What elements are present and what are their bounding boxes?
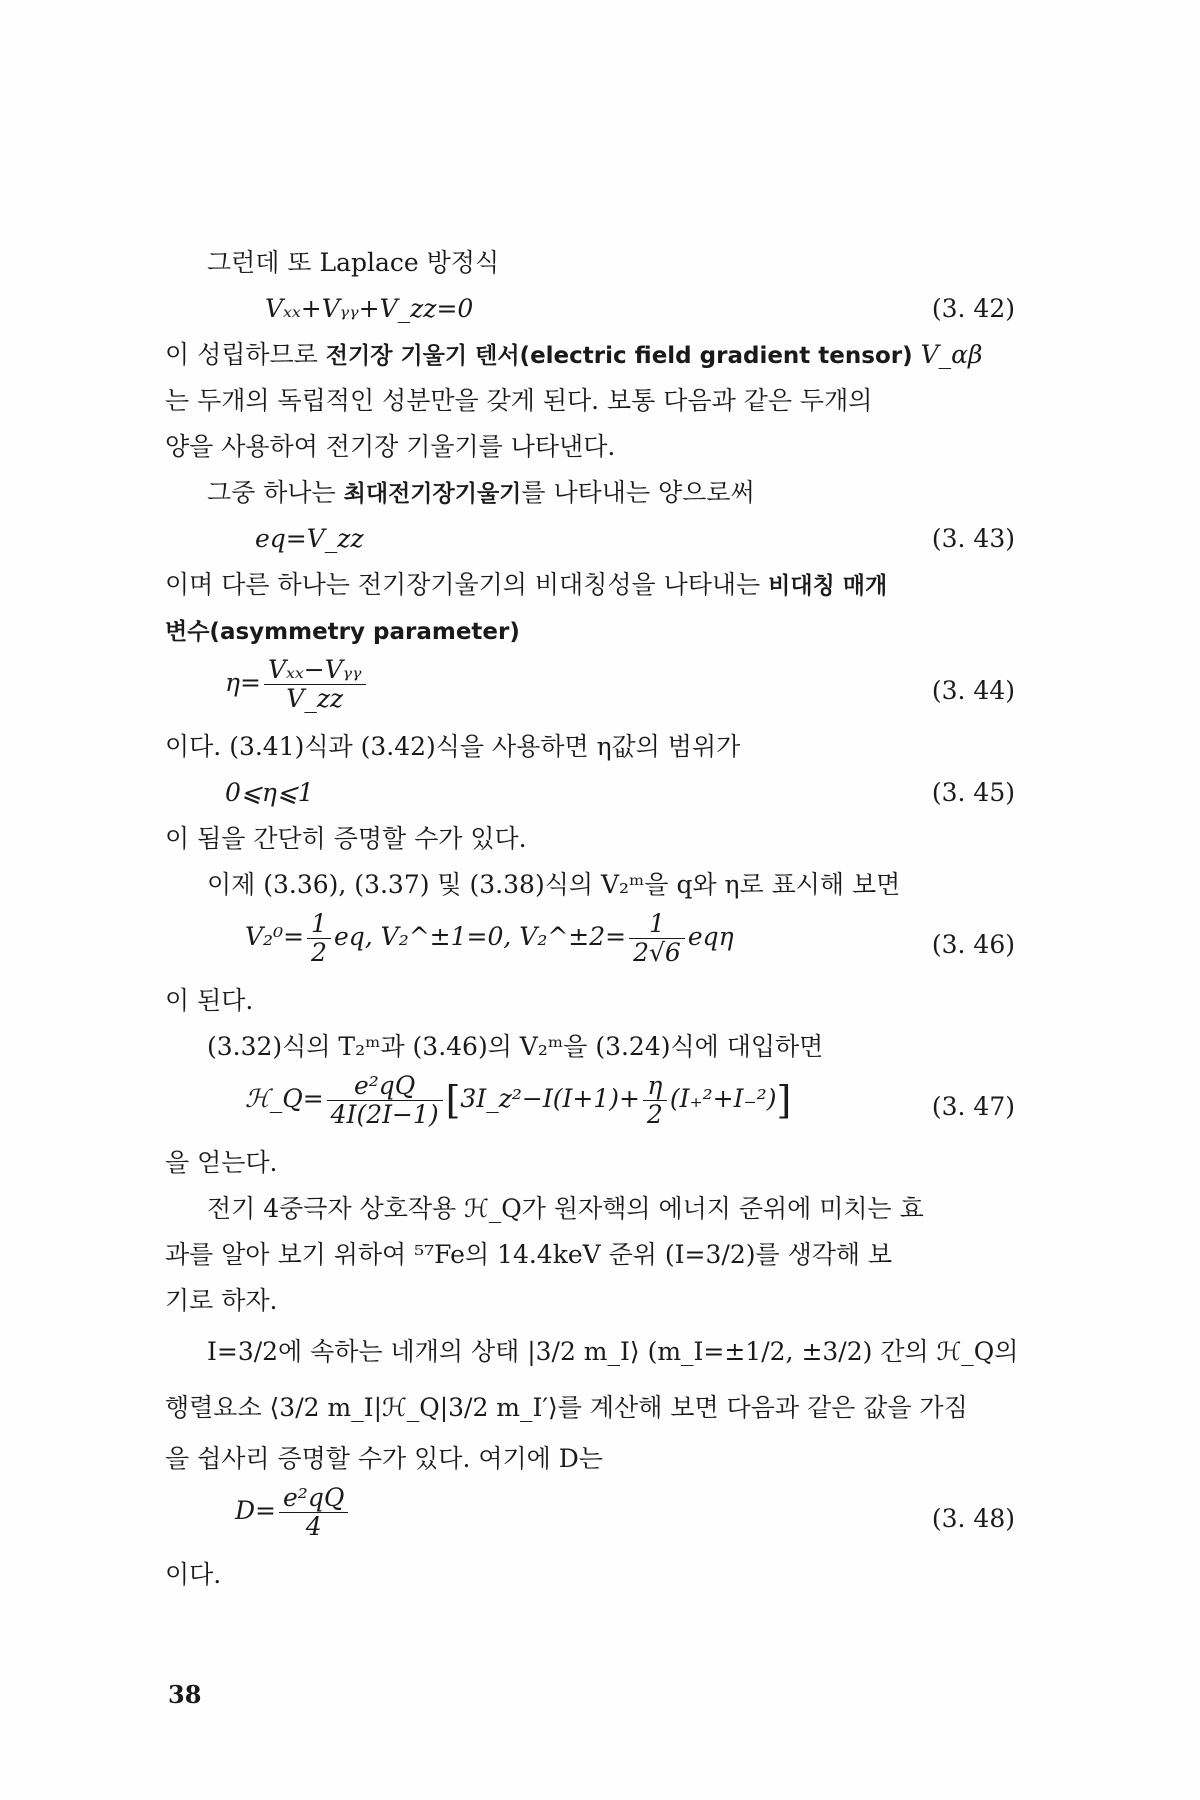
fraction: $\frac{1}{2}$ <box>307 910 331 967</box>
equation-body: Vₓₓ+Vᵧᵧ+V_zz=0 <box>265 294 474 323</box>
equation-3-43 <box>165 516 1015 562</box>
text-line: 이며 다른 하나는 전기장기울기의 비대칭성을 나타내는 비대칭 매개 <box>165 570 888 599</box>
text-line: 그중 하나는 최대전기장기울기를 나타내는 양으로써 <box>207 478 755 507</box>
equation-body: 0⩽η⩽1 <box>225 778 314 807</box>
equation-3-48 <box>165 1482 1015 1552</box>
fraction: $\frac{\text{Vₓₓ−Vᵧᵧ}}{V\_zz}$ <box>264 656 366 713</box>
text-line: 기로 하자. <box>165 1286 278 1315</box>
text-line: 그런데 또 Laplace 방정식 <box>207 248 500 277</box>
text-line: 는 두개의 독립적인 성분만을 갖게 된다. 보통 다음과 같은 두개의 <box>165 386 873 415</box>
equation-body: eq=V_zz <box>255 524 364 553</box>
text-line: 행렬요소 ⟨3/2 m_I|ℋ_Q|3/2 m_I′⟩를 계산해 보면 다음과 같은 값을 가짐 <box>165 1393 968 1422</box>
text-line: 을 쉽사리 증명할 수가 있다. 여기에 D는 <box>165 1444 603 1473</box>
equation-3-45 <box>165 770 1015 816</box>
text-line: 이 된다. <box>165 986 254 1015</box>
equation-number: (3. 45) <box>931 778 1015 807</box>
equation-3-47 <box>165 1070 1015 1140</box>
equation-number: (3. 43) <box>931 524 1015 553</box>
equation-body: ℋ_Q= $\frac{\text{e²qQ}}{4I(2I-1)}$ [3I_z²−I(I+1)+ $\frac{\eta}{2}$ (I₊²+I₋²)] <box>245 1071 792 1129</box>
text-line: 전기 4중극자 상호작용 ℋ_Q가 원자핵의 에너지 준위에 미치는 효 <box>207 1194 924 1223</box>
equation-3-44 <box>165 654 1015 724</box>
equation-body: η= $\frac{\text{Vₓₓ−Vᵧᵧ}}{V\_zz}$ <box>225 656 369 713</box>
text-line <box>165 608 1015 654</box>
bold-term: 비대칭 매개 <box>768 573 888 599</box>
text-line: 이다. <box>165 1560 222 1589</box>
equation-body: V₂⁰= $\frac{1}{2}$ eq, V₂^±1=0, V₂^±2= $\frac{1}{2√6}$ eqη <box>245 909 734 967</box>
left-bracket: [ <box>445 1078 461 1123</box>
equation-3-46 <box>165 908 1015 978</box>
fraction: $\frac{\eta}{2}$ <box>643 1072 667 1129</box>
text-line: I=3/2에 속하는 네개의 상태 |3/2 m_I⟩ (m_I=±1/2, ±3/2) 간의 ℋ_Q의 <box>207 1337 1019 1366</box>
text-line: 이 성립하므로 전기장 기울기 텐서(electric field gradient tensor) V_αβ <box>165 340 983 369</box>
page-number: 38 <box>168 1680 202 1709</box>
equation-number: (3. 48) <box>931 1504 1015 1533</box>
text-line: 과를 알아 보기 위하여 ⁵⁷Fe의 14.4keV 준위 (I=3/2)를 생각해 보 <box>165 1240 893 1269</box>
equation-3-42 <box>165 286 1015 332</box>
text-line: 양을 사용하여 전기장 기울기를 나타낸다. <box>165 432 616 461</box>
equation-number: (3. 46) <box>931 930 1015 959</box>
text-line: 을 얻는다. <box>165 1148 278 1177</box>
right-bracket: ] <box>776 1078 792 1123</box>
text-line: (3.32)식의 T₂ᵐ과 (3.46)의 V₂ᵐ을 (3.24)식에 대입하면 <box>207 1032 824 1061</box>
equation-number: (3. 44) <box>931 676 1015 705</box>
equation-number: (3. 47) <box>931 1092 1015 1121</box>
text-line: 이제 (3.36), (3.37) 및 (3.38)식의 V₂ᵐ을 q와 η로 표시해 보면 <box>207 870 901 899</box>
bold-term: 최대전기장기울기 <box>343 481 522 507</box>
fraction: $\frac{1}{2√6}$ <box>629 910 685 967</box>
fraction: $\frac{\text{e²qQ}}{4}$ <box>279 1484 348 1541</box>
equation-number: (3. 42) <box>931 294 1015 323</box>
equation-body: D= $\frac{\text{e²qQ}}{4}$ <box>235 1484 351 1541</box>
bold-term: 변수(asymmetry parameter) <box>165 619 520 645</box>
text-line: 이 됨을 간단히 증명할 수가 있다. <box>165 824 527 853</box>
page-body <box>165 240 1019 1598</box>
bold-term: 전기장 기울기 텐서(electric field gradient tensor) <box>325 343 913 369</box>
fraction: $\frac{\text{e²qQ}}{4I(2I-1)}$ <box>327 1072 443 1129</box>
text-line: 이다. (3.41)식과 (3.42)식을 사용하면 η값의 범위가 <box>165 732 741 761</box>
